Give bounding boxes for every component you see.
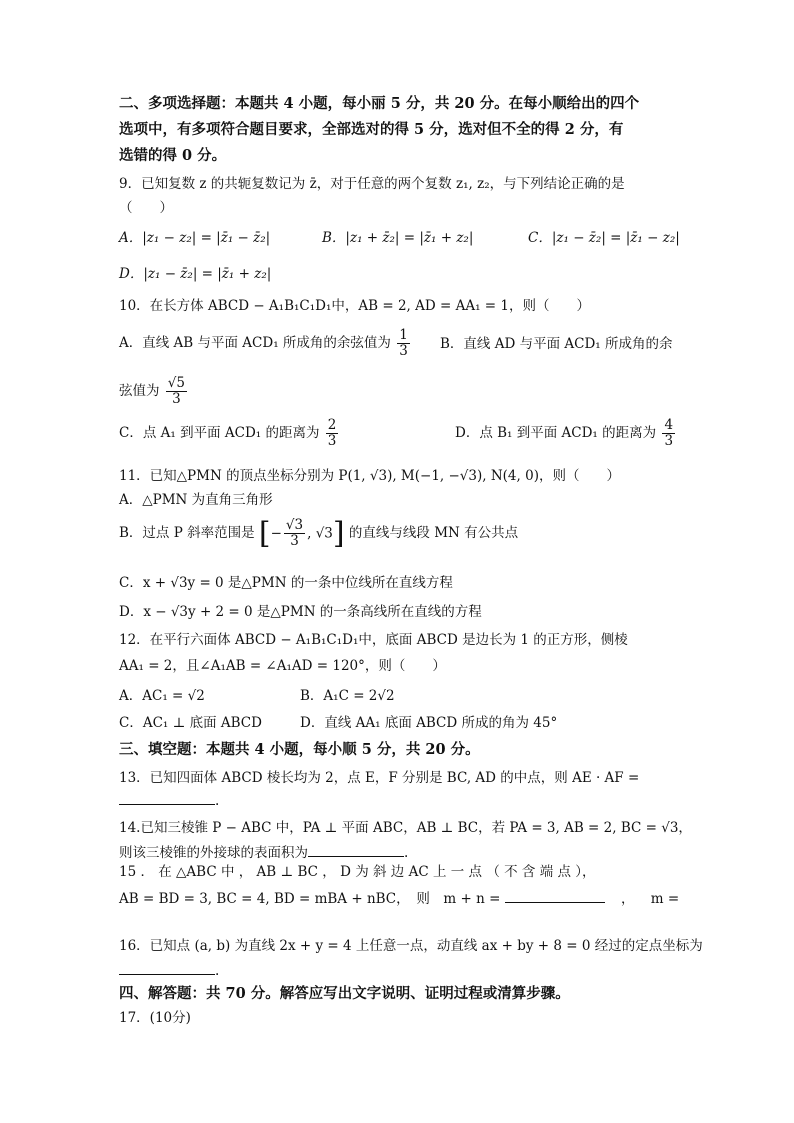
q14-line2: [119, 842, 408, 863]
q13-answer-line: [119, 790, 219, 811]
q14-stem2: 则该三棱锥的外接球的表面积为: [119, 845, 308, 861]
q16-stem: 16．已知点 (a, b) 为直线 2x + y = 4 上任意一点，动直线 ax + by + 8 = 0 经过的定点坐标为: [119, 938, 703, 954]
q9-option-a: A．|z₁ − z₂| = |z̄₁ − z̄₂|: [119, 230, 271, 246]
q12-option-d: D．直线 AA₁ 底面 ABCD 所成的角为 45°: [300, 715, 558, 731]
q15-line2: [119, 888, 679, 909]
q11-option-b-post: 的直线与线段 MN 有公共点: [348, 525, 519, 541]
q10-c-num: 2: [327, 417, 337, 433]
q10-a-den: 3: [399, 343, 408, 359]
q10-b-den: 3: [172, 391, 181, 407]
q10-a-num: 1: [399, 327, 408, 343]
q17-label: 17．(10分): [119, 1010, 191, 1026]
q14-answer-blank[interactable]: [308, 842, 404, 857]
q16-period: .: [215, 963, 220, 979]
q10-d-num: 4: [664, 417, 674, 433]
q11-option-b-text: B．过点 P 斜率范围是: [119, 525, 255, 541]
q15-comma: ，: [620, 891, 635, 907]
q15-answer-blank-1[interactable]: [505, 888, 605, 903]
q13-period: .: [215, 793, 220, 809]
q10-option-b-cont: [119, 376, 189, 407]
q10-option-d-text: D．点 B₁ 到平面 ACD₁ 的距离为: [455, 425, 657, 441]
q10-option-c-fraction: [326, 418, 339, 449]
right-bracket: ]: [332, 515, 345, 551]
q13-stem: 13．已知四面体 ABCD 棱长均为 2，点 E，F 分别是 BC, AD 的中点，则 AE · AF =: [119, 770, 640, 786]
q14-period: .: [404, 845, 409, 861]
q12-stem2: AA₁ = 2，且∠A₁AB = ∠A₁AD = 120°，则（ ）: [119, 658, 446, 674]
q10-option-c-text: C．点 A₁ 到平面 ACD₁ 的距离为: [119, 425, 320, 441]
q12-option-c: C．AC₁ ⊥ 底面 ABCD: [119, 715, 262, 731]
q13-answer-blank[interactable]: [119, 790, 215, 805]
q12-option-a: A．AC₁ = √2: [119, 688, 205, 704]
q9-option-d: D．|z₁ − z̄₂| = |z̄₁ + z₂|: [119, 266, 272, 282]
q11-b-den: 3: [290, 533, 299, 549]
q10-option-d-fraction: [662, 418, 675, 449]
q15-stem2: AB = BD = 3, BC = 4, BD = mBA + nBC， 则 m + n =: [119, 891, 501, 907]
q10-option-b-fraction: [166, 376, 187, 407]
q10-option-b-cont-text: 弦值为: [119, 383, 160, 399]
q11-option-c: C．x + √3y = 0 是△PMN 的一条中位线所在直线方程: [119, 575, 453, 591]
q10-option-d: [455, 418, 677, 449]
q12-stem: 12．在平行六面体 ABCD − A₁B₁C₁D₁中，底面 ABCD 是边长为 1 的正方形，侧棱: [119, 632, 628, 648]
left-bracket: [: [258, 515, 271, 551]
section4-title: 四、解答题：共 70 分。解答应写出文字说明、证明过程或清算步骤。: [119, 985, 570, 1002]
q10-option-c: [119, 418, 340, 449]
q9-stem: 9．已知复数 z 的共轭复数记为 z̄，对于任意的两个复数 z₁, z₂，与下列结论正确的是: [119, 176, 625, 192]
q9-paren: （ ）: [119, 200, 173, 216]
section2-line2: 选项中，有多项符合题目要求，全部选对的得 5 分，选对但不全的得 2 分，有: [119, 121, 624, 138]
q11-b-tail: , √3: [307, 525, 333, 542]
q12-option-b: B．A₁C = 2√2: [300, 688, 395, 704]
q14-stem: 14.已知三棱锥 P − ABC 中，PA ⊥ 平面 ABC，AB ⊥ BC，若 PA = 3, AB = 2, BC = √3，: [119, 820, 692, 836]
q11-option-d: D．x − √3y + 2 = 0 是△PMN 的一条高线所在直线的方程: [119, 604, 482, 620]
q11-option-a: A．△PMN 为直角三角形: [119, 492, 273, 508]
q10-stem: 10．在长方体 ABCD − A₁B₁C₁D₁中，AB = 2, AD = AA₁ = 1，则（ ）: [119, 298, 591, 314]
section2-line3: 选错的得 0 分。: [119, 147, 227, 164]
q16-answer-line: [119, 960, 219, 981]
q10-option-a-text: A．直线 AB 与平面 ACD₁ 所成角的余弦值为: [119, 335, 391, 351]
section3-title: 三、填空题：本题共 4 小题，每小顺 5 分，共 20 分。: [119, 741, 480, 758]
q10-option-b: B．直线 AD 与平面 ACD₁ 所成角的余: [440, 336, 673, 352]
q15-stem: 15 ． 在 △ABC 中 ， AB ⊥ BC ， D 为 斜 边 AC 上 一 点 （ 不 含 端 点 ），: [119, 864, 596, 880]
q11-option-b: B．过点 P 斜率范围是 [− $\frac{√3}{3}$ , √3] 的直线与线段 MN 有公共点: [119, 515, 519, 551]
q11-b-num: √3: [285, 517, 304, 533]
q10-d-den: 3: [664, 433, 674, 449]
q11-option-b-fraction: [284, 518, 305, 549]
q10-b-num: √5: [167, 375, 185, 391]
q11-stem: 11．已知△PMN 的顶点坐标分别为 P(1, √3), M(−1, −√3), N(4, 0)，则（ ）: [119, 468, 620, 484]
q10-c-den: 3: [327, 433, 337, 449]
q9-option-b: B．|z₁ + z̄₂| = |z̄₁ + z₂|: [322, 230, 474, 246]
section2-line1: 二、多项选择题：本题共 4 小题，每小丽 5 分，共 20 分。在每小顺给出的四个: [119, 95, 640, 112]
q10-option-a-fraction: [397, 328, 410, 359]
q16-answer-blank[interactable]: [119, 960, 215, 975]
q9-option-c: C．|z₁ − z̄₂| = |z̄₁ − z₂|: [528, 230, 680, 246]
q10-option-a: [119, 328, 412, 359]
q15-m-label: m =: [650, 891, 680, 907]
